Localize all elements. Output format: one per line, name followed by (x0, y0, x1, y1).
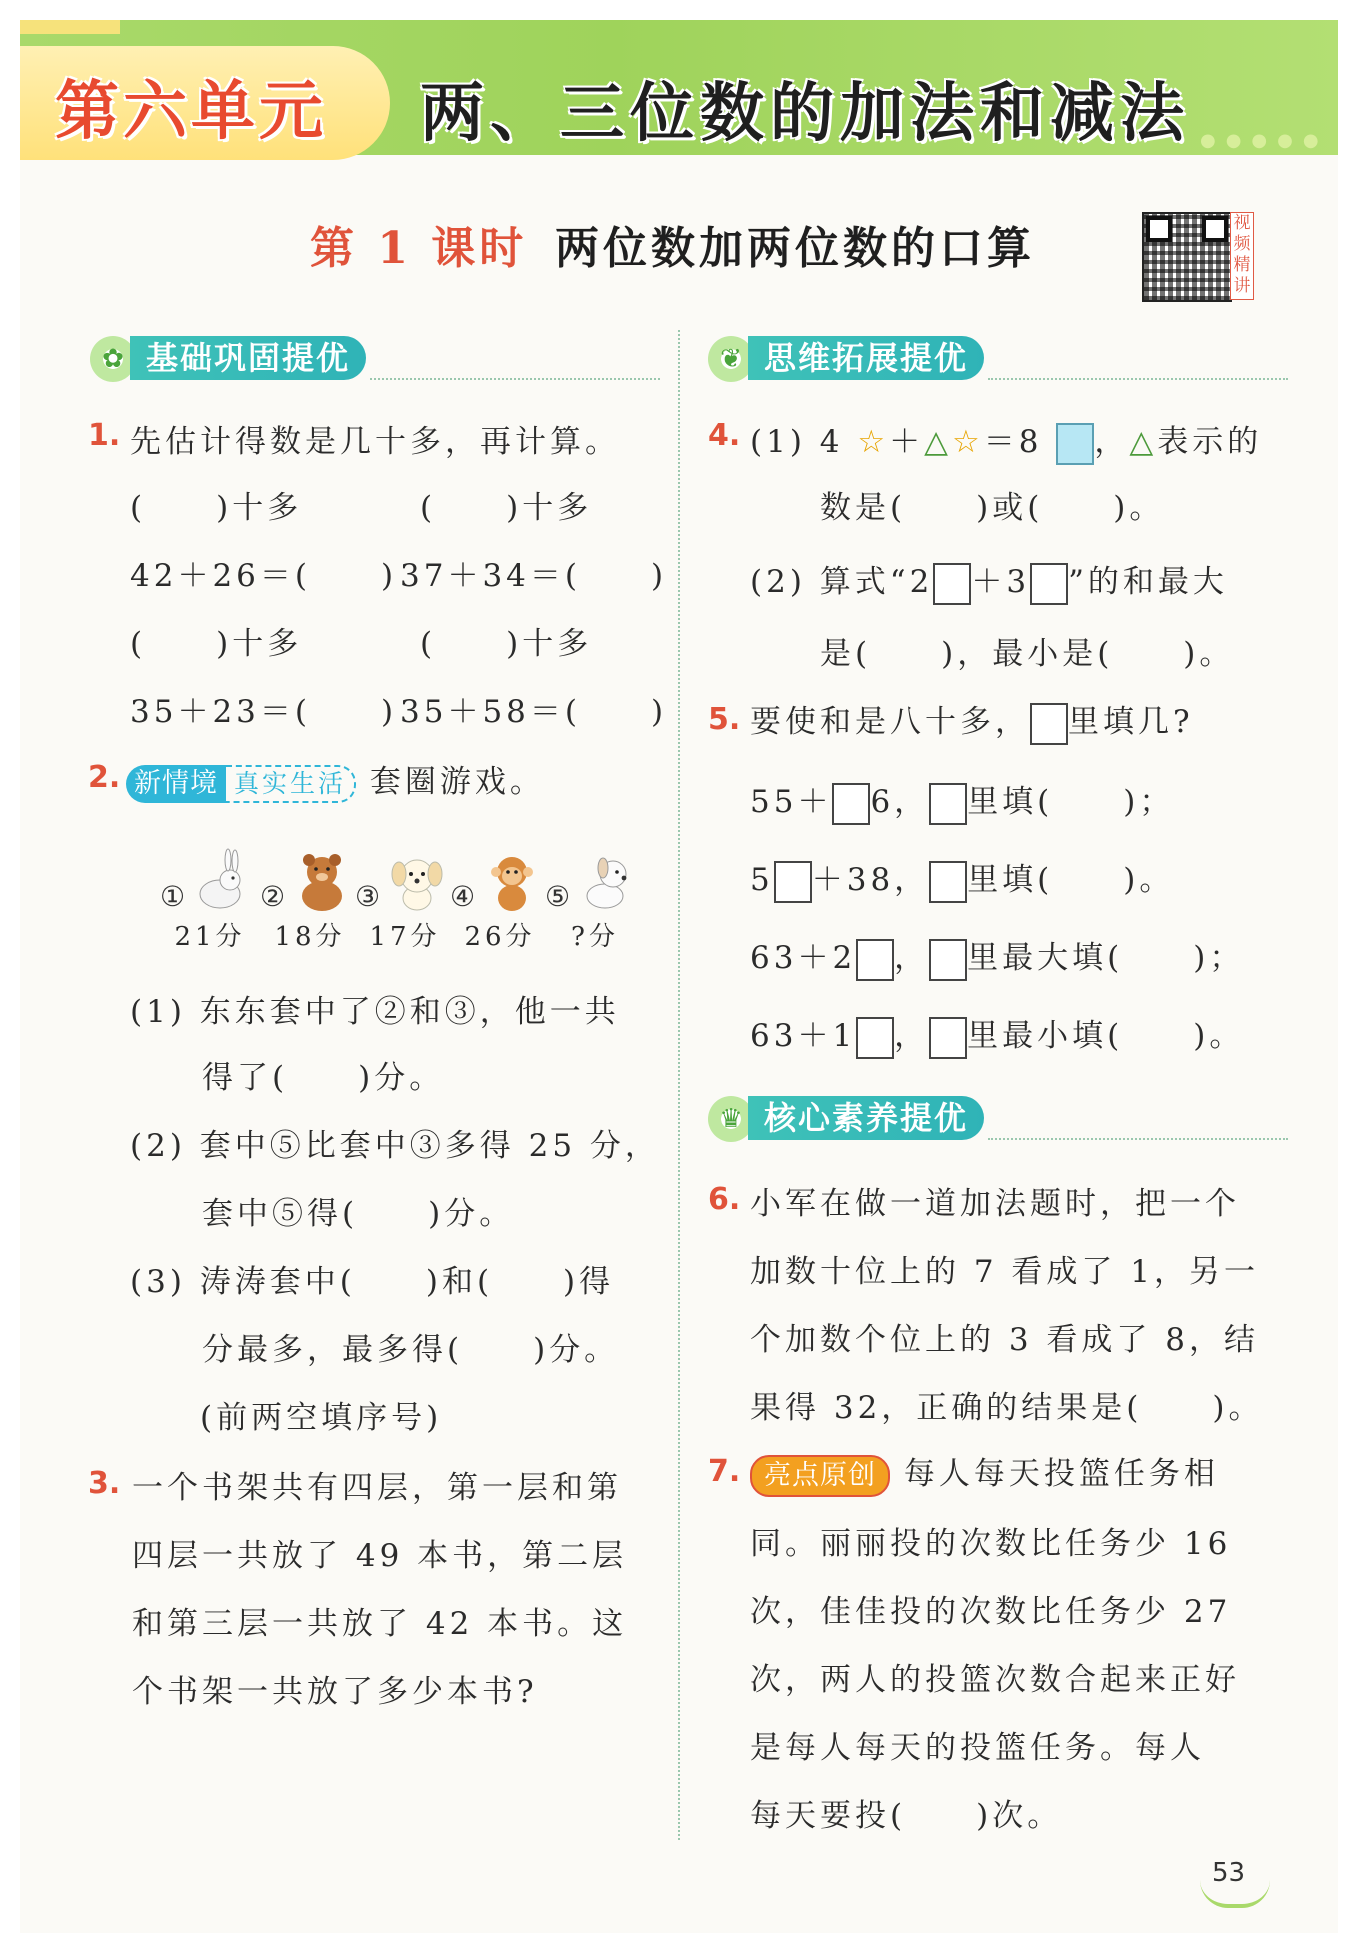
flower-icon: ✿ (90, 336, 136, 382)
q1-equation: 35＋23＝( ) (130, 694, 398, 730)
q7-text: 每人每天投篮任务相 (903, 1456, 1219, 1492)
animal-score: 26分 (464, 922, 536, 952)
decorative-dots: ●●●●● (1200, 130, 1329, 151)
unit-title: 两、三位数的加法和减法 (420, 77, 1190, 151)
animal-number: ② (260, 880, 286, 913)
star-icon: ☆ (857, 424, 890, 460)
q6-text: 个加数个位上的 3 看成了 8，结 (750, 1322, 1260, 1358)
q4-text: ＋ (889, 424, 925, 460)
column-divider (678, 330, 680, 1840)
q4-text: ”的和最大 (1068, 564, 1228, 600)
qr-code-icon[interactable] (1142, 212, 1232, 302)
new-context-tag: 新情境 (126, 765, 226, 803)
animal-score: 18分 (274, 922, 346, 952)
rabbit-icon (190, 848, 254, 914)
q4-text: 表示的 (1157, 424, 1263, 460)
q3-text: 一个书架共有四层，第一层和第 (132, 1470, 622, 1506)
q2-part2-answer: 套中⑤得( )分。 (202, 1196, 515, 1232)
q5-text: 里填( )； (967, 784, 1175, 820)
section-core-label: 核心素养提优 (748, 1096, 984, 1140)
q4-text: ＝8 (983, 424, 1043, 460)
q1-equation: 42＋26＝( ) (130, 558, 398, 594)
q5-text: ， (894, 1018, 930, 1054)
q1-estimate-blank: ( )十多 (420, 490, 593, 526)
animal-number: ① (160, 880, 186, 913)
star-icon: ☆ (952, 424, 984, 460)
q4-part2 (750, 556, 1228, 605)
animal-number: ④ (450, 880, 476, 913)
triangle-icon: △ (1129, 424, 1158, 460)
animal-score: ?分 (571, 922, 619, 952)
answer-box (929, 939, 967, 981)
monkey-icon (480, 848, 544, 914)
page-number-swoosh (1200, 1880, 1270, 1908)
lesson-title: 两位数加两位数的口算 (555, 223, 1035, 274)
q7-text: 每天要投( )次。 (750, 1798, 1063, 1834)
q2-part2: (2) 套中⑤比套中③多得 25 分， (130, 1128, 660, 1164)
q4-part2-answer: 是( )，最小是( )。 (820, 636, 1235, 672)
section-basic-label: 基础巩固提优 (130, 336, 366, 380)
animal-card (450, 840, 550, 950)
original-highlight-tag: 亮点原创 (750, 1455, 890, 1497)
section-rule (988, 378, 1288, 380)
section-thinking (708, 332, 1288, 384)
answer-box (929, 861, 967, 903)
triangle-icon: △ (924, 424, 952, 460)
animal-number: ⑤ (545, 880, 571, 913)
q4-text: ， (1094, 424, 1130, 460)
page-number: 53 (1212, 1858, 1246, 1888)
q5-text: ， (894, 940, 930, 976)
q5-row (750, 932, 1244, 981)
q4-text: (1) 4 (750, 424, 844, 460)
answer-box (856, 1017, 894, 1059)
q7-text: 是每人每天的投篮任务。每人 (750, 1730, 1205, 1766)
q4-text: (2) 算式“2 (750, 564, 934, 600)
q2-part1-answer: 得了( )分。 (202, 1060, 445, 1096)
q2-part3-note: (前两空填序号) (200, 1400, 443, 1436)
answer-box (774, 861, 812, 903)
answer-box (929, 783, 967, 825)
unit-label: 第六单元 (55, 75, 327, 149)
q5-text: 5 (750, 862, 774, 898)
answer-box (933, 563, 971, 605)
answer-box (1030, 563, 1068, 605)
ring-toss-animals (160, 840, 660, 950)
q4-part1-answer: 数是( )或( )。 (820, 490, 1165, 526)
q7-text: 同。丽丽投的次数比任务少 16 (750, 1526, 1232, 1562)
puppy-icon (575, 848, 639, 914)
video-lesson-tag: 视频精讲 (1230, 212, 1254, 300)
q6-text: 小军在做一道加法题时，把一个 (750, 1186, 1240, 1222)
question-number: 5. (708, 702, 741, 737)
question-number: 7. (708, 1454, 741, 1489)
real-life-tag: 真实生活 (226, 765, 356, 803)
q3-text: 四层一共放了 49 本书，第二层 (132, 1538, 628, 1574)
question-number: 6. (708, 1182, 741, 1217)
unit-pill-tab (20, 20, 120, 34)
lesson-number: 第 1 课时 (310, 223, 528, 274)
animal-card (260, 840, 360, 950)
section-rule (988, 1138, 1288, 1140)
q6-text: 加数十位上的 7 看成了 1，另一 (750, 1254, 1260, 1290)
sprout-icon: ❦ (708, 336, 754, 382)
q7-text: 次，佳佳投的次数比任务少 27 (750, 1594, 1232, 1630)
animal-card (355, 840, 455, 950)
answer-box (929, 1017, 967, 1059)
answer-box (1030, 703, 1068, 745)
q2-part1: (1) 东东套中了②和③，他一共 (130, 994, 620, 1030)
animal-card (545, 840, 645, 950)
q5-text: 要使和是八十多， (750, 704, 1030, 740)
animal-card (160, 840, 260, 950)
answer-box (856, 939, 894, 981)
question-number: 2. (88, 760, 121, 795)
q5-text: 55＋ (750, 784, 833, 820)
animal-score: 17分 (369, 922, 441, 952)
q5-text: 63＋1 (750, 1018, 857, 1054)
section-core (708, 1092, 1288, 1144)
q5-text: 6， (870, 784, 930, 820)
q5-stem (750, 696, 1194, 745)
question-number: 3. (88, 1466, 121, 1501)
q5-row (750, 854, 1174, 903)
question-number: 4. (708, 418, 741, 453)
q1-estimate-blank: ( )十多 (130, 626, 303, 662)
q5-row (750, 776, 1174, 825)
dog-icon (385, 848, 449, 914)
trophy-icon: ♛ (708, 1096, 754, 1142)
q4-text: ＋3 (971, 564, 1031, 600)
answer-box (832, 783, 870, 825)
animal-number: ③ (355, 880, 381, 913)
q2-part3: (3) 涛涛套中( )和( )得 (130, 1264, 615, 1300)
q5-text: 63＋2 (750, 940, 857, 976)
bear-icon (290, 848, 354, 914)
section-rule (370, 378, 660, 380)
q5-text: ＋38， (811, 862, 930, 898)
q3-text: 个书架一共放了多少本书? (132, 1674, 538, 1710)
q4-part1 (750, 416, 1262, 465)
q1-estimate-blank: ( )十多 (130, 490, 303, 526)
animal-score: 21分 (174, 922, 246, 952)
question-number: 1. (88, 418, 121, 453)
q3-text: 和第三层一共放了 42 本书。这 (132, 1606, 628, 1642)
q2-heading (126, 756, 545, 803)
q6-text: 果得 32，正确的结果是( )。 (750, 1390, 1264, 1426)
q7-first-line (750, 1448, 1219, 1497)
section-thinking-label: 思维拓展提优 (748, 336, 984, 380)
q5-text: 里最小填( )。 (967, 1018, 1245, 1054)
q1-equation: 37＋34＝( ) (400, 558, 668, 594)
section-basic (90, 332, 660, 384)
q1-estimate-blank: ( )十多 (420, 626, 593, 662)
textbook-page (20, 20, 1338, 1933)
blue-square-blank (1056, 423, 1094, 465)
unit-banner (20, 20, 1338, 160)
q2-part3-answer: 分最多，最多得( )分。 (202, 1332, 620, 1368)
q5-row (750, 1010, 1244, 1059)
q1-stem: 先估计得数是几十多，再计算。 (130, 424, 620, 460)
q7-text: 次，两人的投篮次数合起来正好 (750, 1662, 1240, 1698)
q5-text: 里最大填( )； (967, 940, 1245, 976)
q5-text: 里填( )。 (967, 862, 1175, 898)
q5-text: 里填几? (1068, 704, 1194, 740)
q2-stem: 套圈游戏。 (369, 764, 545, 800)
q1-equation: 35＋58＝( ) (400, 694, 668, 730)
